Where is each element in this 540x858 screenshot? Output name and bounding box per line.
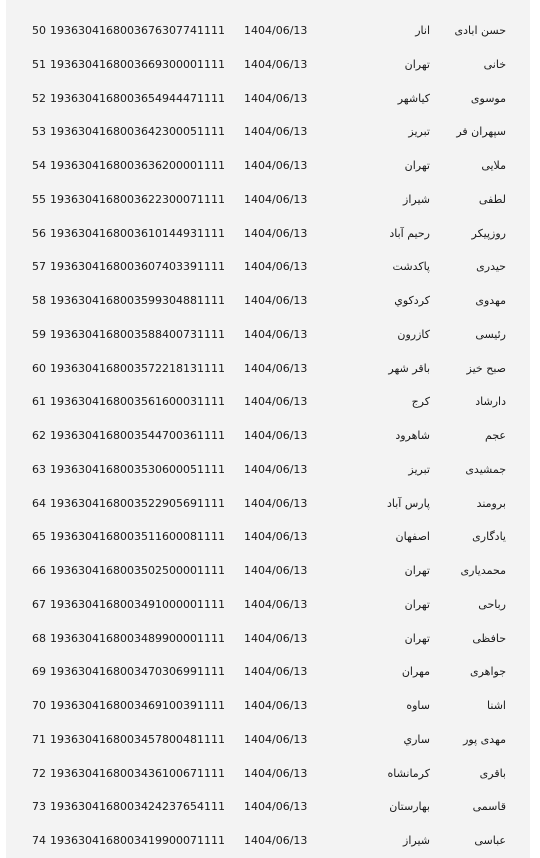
row-number: 72	[32, 766, 46, 780]
row-code: 1936304168003502500001111	[50, 564, 225, 577]
row-name: مهدی پور	[463, 732, 506, 746]
row-name: یادگاری	[472, 530, 506, 544]
row-number: 60	[32, 361, 46, 375]
row-code: 1936304168003654944471111	[50, 91, 225, 105]
table-row	[6, 318, 530, 352]
row-city: کرج	[411, 395, 430, 409]
row-number: 68	[32, 631, 46, 645]
row-name: عجم	[485, 429, 506, 442]
row-city: اصفهان	[395, 530, 430, 544]
table-row	[6, 588, 530, 622]
row-code: 1936304168003511600081111	[50, 530, 225, 544]
table-row	[6, 824, 530, 858]
row-number: 61	[32, 395, 46, 409]
row-city: تهران	[404, 597, 430, 611]
row-number: 62	[32, 429, 46, 442]
table-row	[6, 487, 530, 521]
table-row	[6, 622, 530, 656]
row-city: شیراز	[403, 834, 430, 847]
row-name: عباسی	[474, 834, 506, 847]
row-city: تهران	[404, 159, 430, 172]
row-name: موسوی	[470, 91, 506, 105]
row-date: 1404/06/13	[244, 429, 308, 442]
row-code: 1936304168003599304881111	[50, 294, 225, 307]
table-row	[6, 520, 530, 554]
table-row	[6, 183, 530, 217]
row-name: حسن ابادی	[454, 24, 506, 37]
row-number: 65	[32, 530, 46, 544]
row-date: 1404/06/13	[244, 834, 308, 847]
row-code: 1936304168003424237654111	[50, 800, 225, 814]
row-name: قاسمی	[472, 800, 506, 814]
row-city: انار	[415, 24, 430, 37]
row-number: 64	[32, 496, 46, 510]
row-number: 56	[32, 226, 46, 240]
row-city: شاهرود	[395, 429, 430, 442]
row-name: سپهران فر	[456, 125, 506, 139]
row-date: 1404/06/13	[244, 631, 308, 645]
records-table	[6, 14, 530, 858]
row-date: 1404/06/13	[244, 159, 308, 172]
row-city: کرمانشاه	[387, 766, 430, 780]
row-code: 1936304168003491000001111	[50, 597, 225, 611]
table-row	[6, 48, 530, 82]
table-row	[6, 655, 530, 689]
row-code: 1936304168003561600031111	[50, 395, 225, 409]
row-date: 1404/06/13	[244, 192, 308, 206]
row-name: حافظی	[472, 631, 506, 645]
row-name: دارشاد	[475, 395, 506, 409]
row-name: محمدیاری	[460, 564, 506, 577]
row-number: 50	[32, 24, 46, 37]
row-name: مهدوی	[475, 294, 506, 307]
table-row	[6, 419, 530, 453]
row-date: 1404/06/13	[244, 597, 308, 611]
row-city: تهران	[404, 57, 430, 71]
row-code: 1936304168003522905691111	[50, 496, 225, 510]
table-row	[6, 723, 530, 757]
row-date: 1404/06/13	[244, 57, 308, 71]
row-city: ساوه	[406, 699, 430, 712]
row-code: 1936304168003419900071111	[50, 834, 225, 847]
row-number: 59	[32, 327, 46, 341]
row-code: 1936304168003457800481111	[50, 732, 225, 746]
row-number: 57	[32, 260, 46, 274]
row-number: 70	[32, 699, 46, 712]
row-code: 1936304168003610144931111	[50, 226, 225, 240]
row-number: 73	[32, 800, 46, 814]
row-code: 1936304168003469100391111	[50, 699, 225, 712]
row-city: کیاشهر	[397, 91, 430, 105]
row-name: اشنا	[487, 699, 506, 712]
row-name: خانی	[483, 57, 506, 71]
row-code: 1936304168003544700361111	[50, 429, 225, 442]
row-name: رئیسی	[475, 327, 506, 341]
row-date: 1404/06/13	[244, 395, 308, 409]
row-number: 55	[32, 192, 46, 206]
table-row	[6, 284, 530, 318]
row-date: 1404/06/13	[244, 327, 308, 341]
row-name: برومند	[476, 496, 506, 510]
row-city: بهارستان	[389, 800, 430, 814]
row-name: صبح خیز	[466, 361, 506, 375]
row-number: 74	[32, 834, 46, 847]
row-date: 1404/06/13	[244, 766, 308, 780]
row-city: کازرون	[397, 327, 430, 341]
row-number: 69	[32, 665, 46, 679]
row-number: 63	[32, 462, 46, 476]
row-date: 1404/06/13	[244, 732, 308, 746]
table-row	[6, 689, 530, 723]
row-code: 1936304168003588400731111	[50, 327, 225, 341]
row-date: 1404/06/13	[244, 800, 308, 814]
row-name: باقری	[479, 766, 506, 780]
row-name: حیدری	[476, 260, 506, 274]
row-code: 1936304168003642300051111	[50, 125, 225, 139]
row-code: 1936304168003676307741111	[50, 24, 225, 37]
row-name: جواهری	[469, 665, 506, 679]
row-date: 1404/06/13	[244, 462, 308, 476]
row-date: 1404/06/13	[244, 496, 308, 510]
row-city: رحیم آباد	[389, 226, 430, 240]
row-date: 1404/06/13	[244, 294, 308, 307]
row-city: تبریز	[408, 462, 430, 476]
row-city: پاکدشت	[392, 260, 430, 274]
row-date: 1404/06/13	[244, 361, 308, 375]
row-number: 67	[32, 597, 46, 611]
row-city: باقر شهر	[388, 361, 430, 375]
table-row	[6, 149, 530, 183]
row-number: 58	[32, 294, 46, 307]
row-code: 1936304168003489900001111	[50, 631, 225, 645]
row-number: 52	[32, 91, 46, 105]
row-number: 71	[32, 732, 46, 746]
row-date: 1404/06/13	[244, 226, 308, 240]
row-code: 1936304168003636200001111	[50, 159, 225, 172]
row-name: جمشیدی	[465, 462, 506, 476]
row-city: تهران	[404, 564, 430, 577]
row-city: پارس آباد	[386, 496, 430, 510]
row-city: مهران	[401, 665, 430, 679]
row-date: 1404/06/13	[244, 699, 308, 712]
row-name: ملایی	[481, 159, 506, 172]
row-code: 1936304168003572218131111	[50, 361, 225, 375]
table-row	[6, 385, 530, 419]
row-code: 1936304168003470306991111	[50, 665, 225, 679]
row-number: 51	[32, 57, 46, 71]
row-city: تهران	[404, 631, 430, 645]
row-city: شیراز	[403, 192, 430, 206]
row-name: روزپیکر	[471, 226, 506, 240]
table-row	[6, 14, 530, 48]
row-date: 1404/06/13	[244, 91, 308, 105]
row-date: 1404/06/13	[244, 564, 308, 577]
table-row	[6, 217, 530, 251]
row-name: رباحی	[478, 597, 506, 611]
row-date: 1404/06/13	[244, 125, 308, 139]
row-city: کردکوي	[394, 294, 430, 307]
row-code: 1936304168003669300001111	[50, 57, 225, 71]
row-code: 1936304168003436100671111	[50, 766, 225, 780]
table-row	[6, 115, 530, 149]
row-date: 1404/06/13	[244, 24, 308, 37]
table-row	[6, 352, 530, 386]
row-number: 54	[32, 159, 46, 172]
table-row	[6, 82, 530, 116]
table-row	[6, 453, 530, 487]
row-date: 1404/06/13	[244, 260, 308, 274]
table-row	[6, 250, 530, 284]
row-number: 53	[32, 125, 46, 139]
row-city: ساري	[403, 732, 430, 746]
table-row	[6, 554, 530, 588]
row-date: 1404/06/13	[244, 665, 308, 679]
row-number: 66	[32, 564, 46, 577]
row-city: تبریز	[408, 125, 430, 139]
table-row	[6, 790, 530, 824]
row-code: 1936304168003622300071111	[50, 192, 225, 206]
row-name: لطفی	[478, 192, 506, 206]
row-code: 1936304168003607403391111	[50, 260, 225, 274]
row-date: 1404/06/13	[244, 530, 308, 544]
row-code: 1936304168003530600051111	[50, 462, 225, 476]
table-row	[6, 757, 530, 791]
